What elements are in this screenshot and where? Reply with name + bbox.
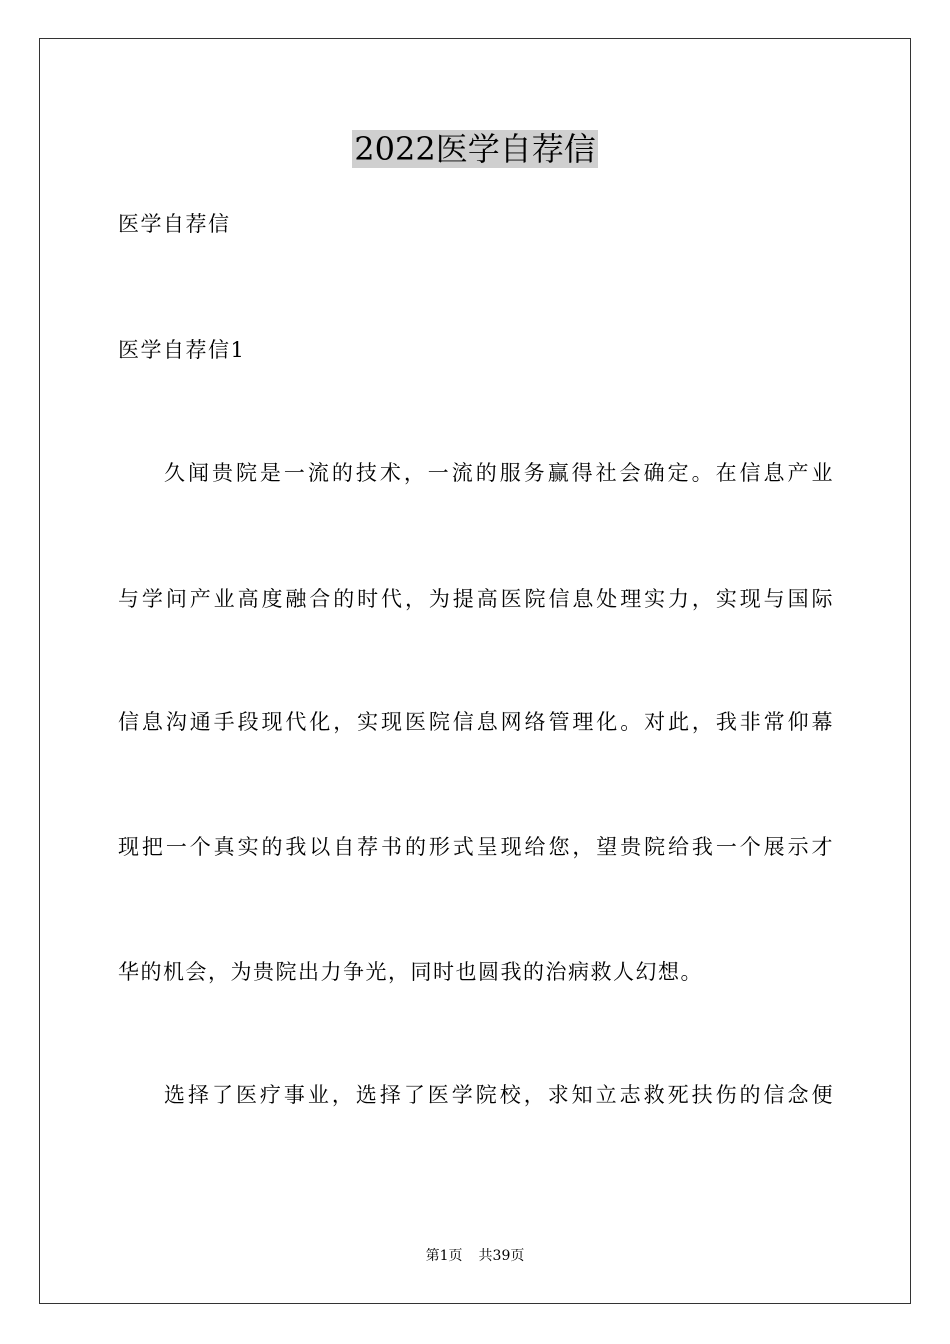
paragraph-line: 与学问产业高度融合的时代，为提高医院信息处理实力，实现与国际 — [118, 587, 834, 611]
subheading-line: 医学自荐信1 — [118, 338, 246, 362]
paragraph-line: 选择了医疗事业，选择了医学院校，求知立志救死扶伤的信念便 — [164, 1083, 834, 1107]
paragraph-line: 信息沟通手段现代化，实现医院信息网络管理化。对此，我非常仰幕 — [118, 710, 834, 734]
document-title — [0, 128, 950, 170]
paragraph-line: 华的机会，为贵院出力争光，同时也圆我的治病救人幻想。 — [118, 960, 703, 984]
page-footer — [0, 1247, 950, 1265]
page-number: 第1页 — [425, 1248, 463, 1264]
page-total: 共39页 — [478, 1248, 525, 1264]
heading-line: 医学自荐信 — [118, 212, 231, 236]
title-text: 2022医学自荐信 — [354, 130, 596, 168]
paragraph-line: 现把一个真实的我以自荐书的形式呈现给您，望贵院给我一个展示才 — [118, 835, 834, 859]
paragraph-line: 久闻贵院是一流的技术，一流的服务赢得社会确定。在信息产业 — [164, 461, 834, 485]
